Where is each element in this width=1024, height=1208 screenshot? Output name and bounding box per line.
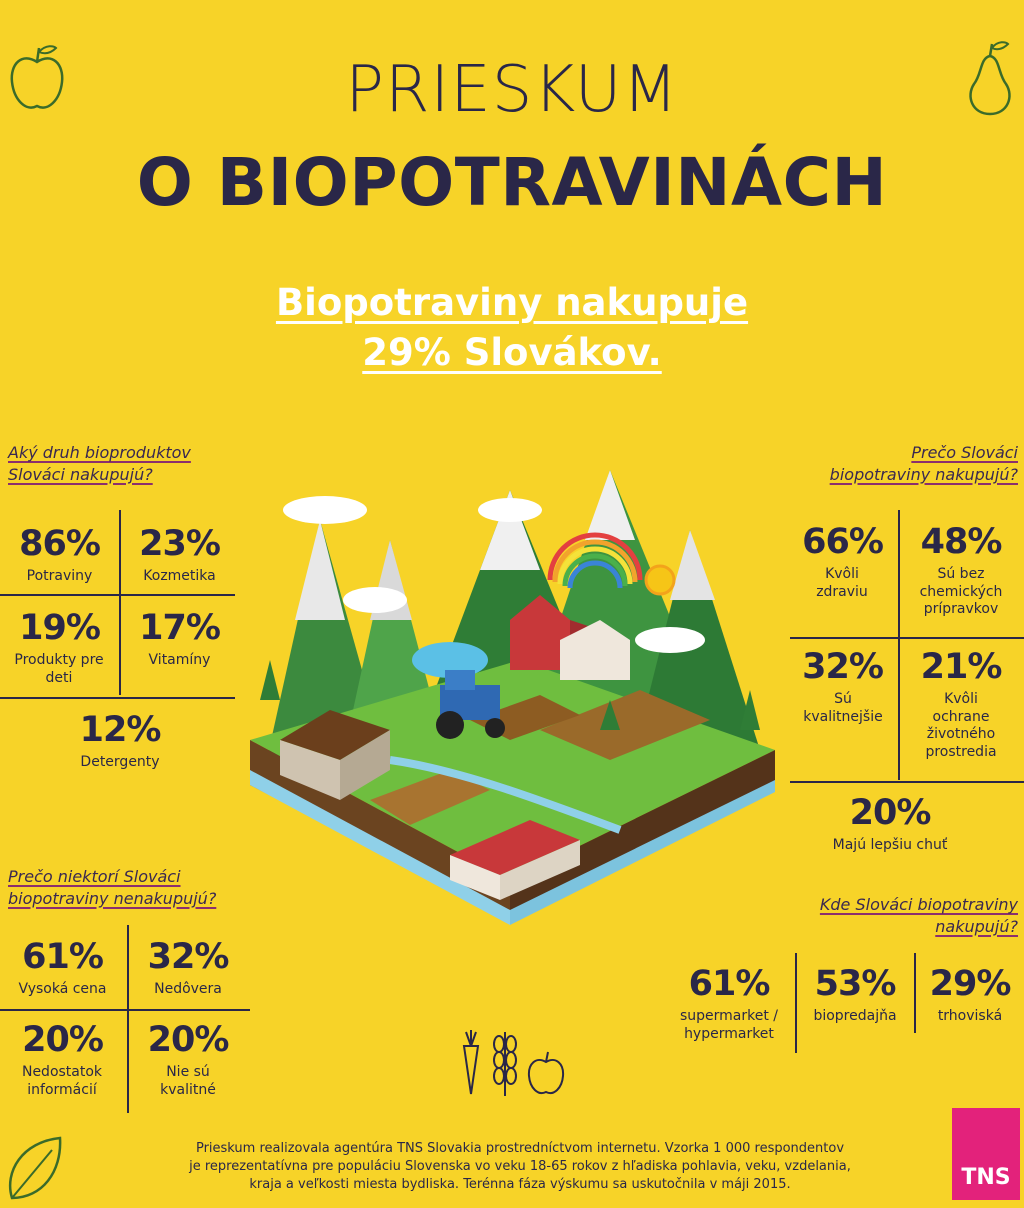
page-title-line1: PRIESKUM (345, 53, 679, 127)
footer-note: Prieskum realizovala agentúra TNS Slovakia prostredníctvom internetu. Vzorka 1 000 respondentov je reprezentatívna pre populáciu Slovenska vo veku 18-65 rokov z hľadiska pohlavia, veku, vzdelania, kraja a veľkosti miesta bydliska. Terénna fáza výskumu sa uskutočnila v máji 2015. (189, 1141, 851, 1193)
stat-nie-su-kvalitne: 20% Nie sú kvalitné (147, 1020, 229, 1098)
stat-vitaminy: 17% Vitamíny (139, 608, 220, 668)
carrot-icon (458, 1028, 484, 1098)
stat-vysoka-cena: 61% Vysoká cena (18, 937, 107, 997)
types-heading: Aký druh bioproduktov Slováci nakupujú? (8, 443, 191, 484)
stat-supermarket: 61% supermarket / hypermarket (679, 964, 779, 1042)
stat-detergenty: 12% Detergenty (79, 710, 161, 770)
stat-ochrana-prostredia: 21% Kvôli ochrane životného prostredia (920, 647, 1002, 760)
page-title-line2: O BIOPOTRAVINÁCH (136, 144, 888, 221)
stat-trhoviska: 29% trhoviská (929, 964, 1011, 1024)
stat-kvalitnejsie: 32% Sú kvalitnejšie (802, 647, 883, 725)
where-heading: Kde Slováci biopotraviny nakupujú? (819, 895, 1018, 936)
stat-lepsia-chut: 20% Majú lepšiu chuť (832, 793, 948, 853)
stat-produkty-pre-deti: 19% Produkty pre deti (14, 608, 104, 686)
stat-biopredajna: 53% biopredajňa (813, 964, 897, 1024)
notbuy-heading: Prečo niektorí Slováci biopotraviny nenakupujú? (8, 867, 217, 908)
apple-small-icon (526, 1050, 566, 1096)
stat-kozmetika: 23% Kozmetika (139, 524, 220, 584)
wheat-icon (490, 1026, 520, 1098)
stat-bez-chemickych: 48% Sú bez chemických prípravkov (919, 522, 1003, 617)
subtitle-line2: 29% Slovákov. (362, 331, 662, 374)
stat-kvoli-zdraviu: 66% Kvôli zdraviu (802, 522, 883, 600)
why-heading: Prečo Slováci biopotraviny nakupujú? (829, 443, 1018, 484)
subtitle-line1: Biopotraviny nakupuje (275, 281, 749, 324)
stat-nedostatok-informacii: 20% Nedostatok informácií (21, 1020, 103, 1098)
leaf-icon (4, 1132, 66, 1202)
tns-logo: TNS (952, 1108, 1020, 1200)
stat-potraviny: 86% Potraviny (19, 524, 100, 584)
stat-nedovera: 32% Nedôvera (147, 937, 229, 997)
farm-illustration (240, 470, 785, 970)
